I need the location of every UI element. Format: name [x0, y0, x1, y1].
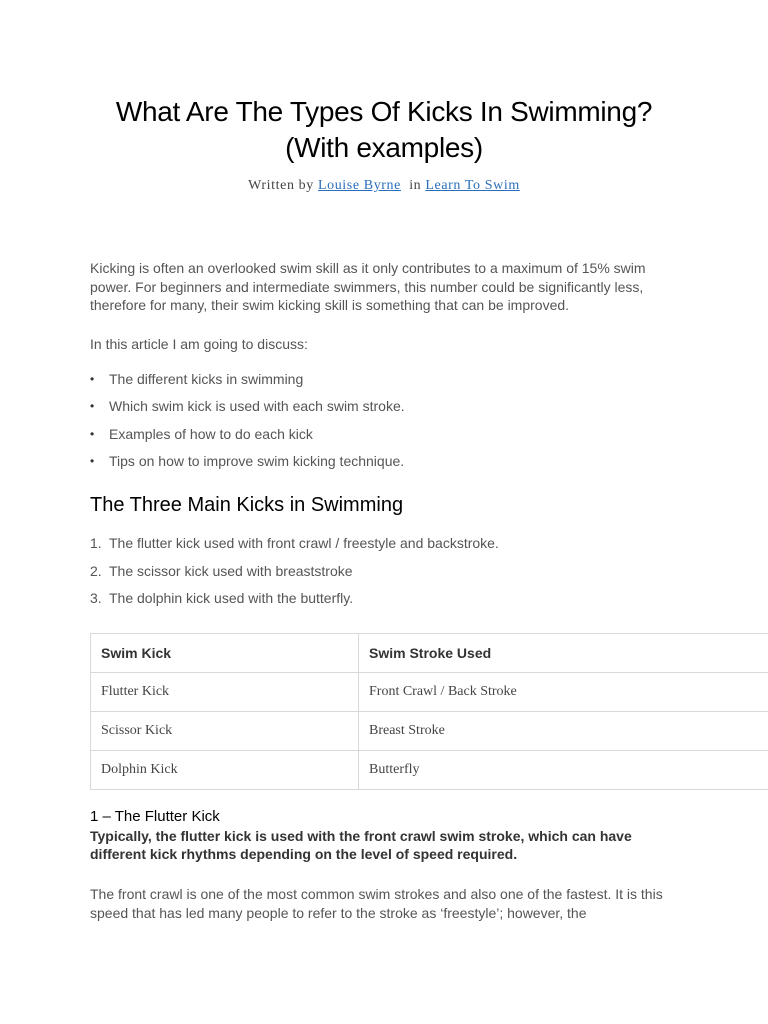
list-item [90, 562, 690, 580]
byline-prefix: Written by [248, 178, 314, 193]
table-cell: Butterfly [359, 751, 768, 790]
list-item: • Which swim kick is used with each swim stroke. [109, 397, 690, 415]
discussion-list [90, 370, 690, 471]
table-header-row [91, 634, 768, 673]
table-row [91, 673, 768, 712]
article-title-line-1: What Are The Types Of Kicks In Swimming? [115, 96, 653, 127]
lead-paragraph: In this article I am going to discuss: [90, 335, 308, 352]
table-cell: Flutter Kick [91, 673, 359, 712]
list-item-text: The scissor kick used with breaststroke [109, 562, 353, 579]
table-cell: Front Crawl / Back Stroke [359, 673, 768, 712]
byline-in: in [409, 178, 422, 193]
list-item-text: The flutter kick used with front crawl / freestyle and backstroke. [109, 535, 499, 551]
byline [0, 178, 768, 194]
subsection-heading: 1 – The Flutter Kick [90, 808, 220, 825]
table-header-cell: Swim Kick [91, 634, 359, 673]
kicks-table [90, 633, 768, 790]
table-cell: Breast Stroke [359, 712, 768, 751]
flutter-kick-section [90, 807, 690, 922]
table-header-cell: Swim Stroke Used [359, 634, 768, 673]
article-title [0, 94, 768, 166]
list-number: 3. [90, 590, 102, 606]
kicks-list [90, 534, 690, 607]
table-row [91, 712, 768, 751]
list-item: • Tips on how to improve swim kicking technique. [109, 452, 690, 470]
list-item-text: The dolphin kick used with the butterfly. [109, 590, 354, 606]
list-number: 2. [90, 562, 102, 579]
list-item [90, 534, 690, 552]
section-heading: The Three Main Kicks in Swimming [90, 494, 404, 516]
subsection-paragraph: The front crawl is one of the most common swim strokes and also one of the fastest. It is this speed that has led many people to refer to the stroke as ‘freestyle’; however, the [90, 886, 663, 921]
article-body [90, 259, 690, 617]
intro-paragraph: Kicking is often an overlooked swim skill as it only contributes to a maximum of 15% swim power. For beginners and intermediate swimmers, this number could be significantly less, therefore for many, their swim kicking skill is something that can be improved. [90, 260, 646, 313]
list-item: • Examples of how to do each kick [109, 425, 690, 443]
table-row [91, 751, 768, 790]
subsection-summary: Typically, the flutter kick is used with the front crawl swim stroke, which can have different kick rhythms depending on the level of speed required. [90, 828, 632, 862]
table-cell: Dolphin Kick [91, 751, 359, 790]
table-cell: Scissor Kick [91, 712, 359, 751]
author-link[interactable]: Louise Byrne [317, 178, 401, 193]
list-item [90, 589, 690, 607]
list-item: • The different kicks in swimming [109, 370, 690, 388]
list-number: 1. [90, 535, 102, 551]
article-title-line-2: (With examples) [285, 132, 483, 163]
kicks-table-wrapper [90, 633, 768, 790]
category-link[interactable]: Learn To Swim [425, 178, 520, 193]
